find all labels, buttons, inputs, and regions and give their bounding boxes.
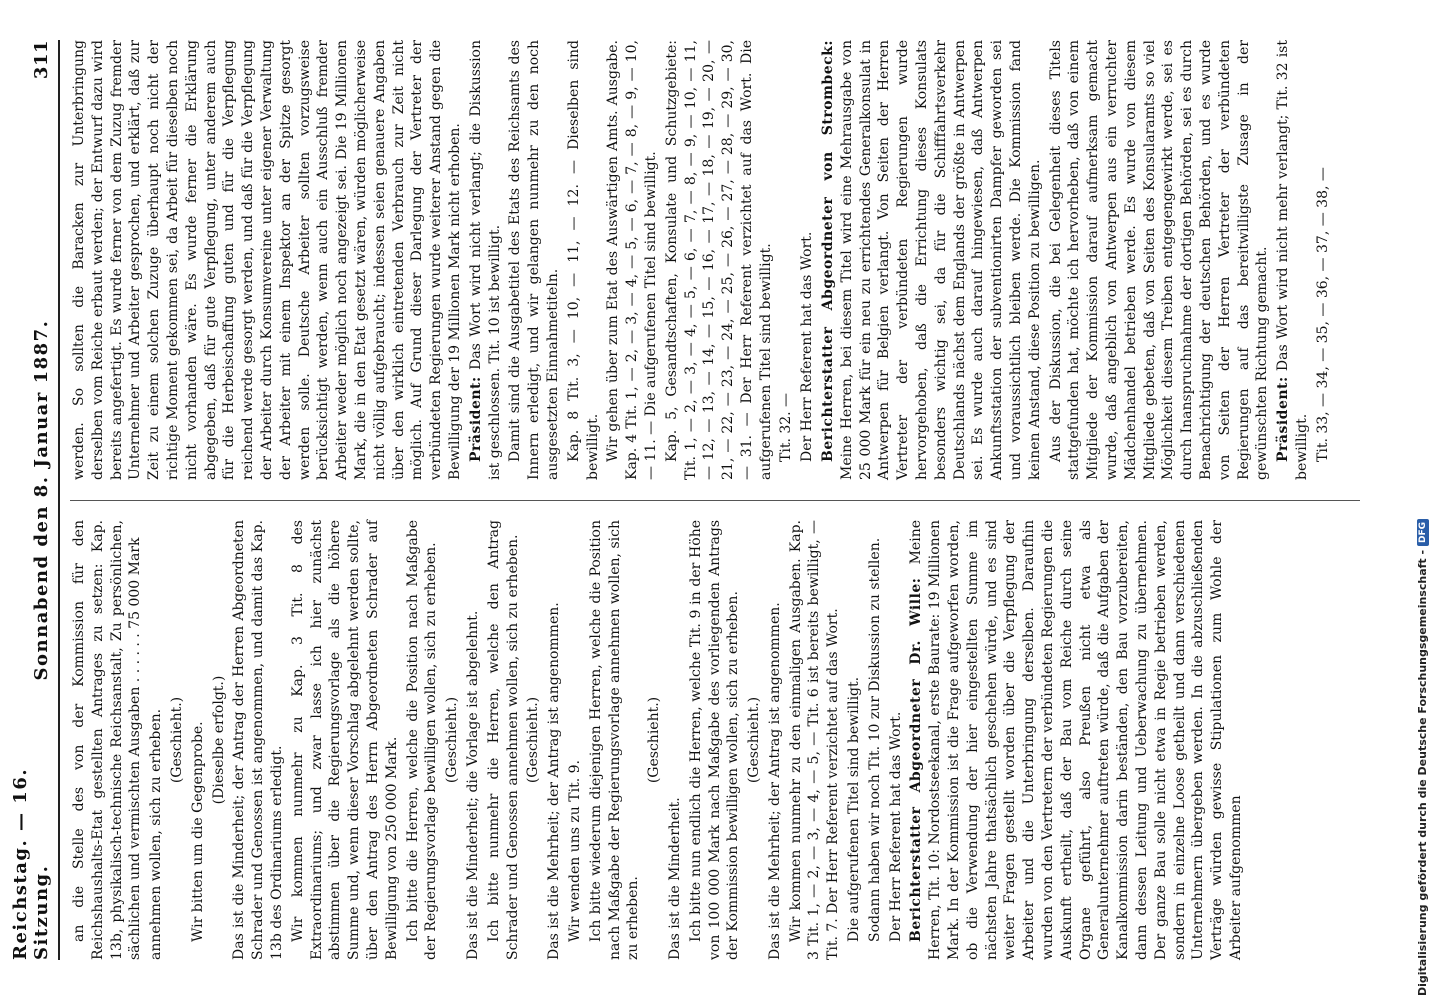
head-session: Reichstag. — 16. Sitzung. [10, 767, 52, 960]
dfg-logo: DFG [1417, 519, 1429, 546]
paragraph: Ich bitte nunmehr die Herren, welche den Antrag Schrader und Genossen annehmen wollen, sich zu erheben. [485, 520, 521, 960]
paragraph: Präsident: Das Wort wird nicht mehr verlangt; Tit. 32 ist bewilligt. [1275, 40, 1310, 480]
paragraph: (Geschieht.) [525, 696, 542, 784]
column-divider [70, 500, 1360, 501]
paragraph: Wir gehen über zum Etat des Auswärtigen Amts. Ausgabe. Kap. 4 Tit. 1, — 2, — 3, — 4, — 5, — 6, — 7, — 8, — 9, — 10, — 11. — Die aufgerufenen Titel sind bewilligt. [605, 40, 659, 480]
paragraph: Der Herr Referent hat das Wort. [887, 711, 904, 942]
paragraph: Das ist die Minderheit. [666, 797, 683, 960]
head-date: Sonnabend den 8. Januar 1887. [31, 319, 52, 681]
paragraph: annehmen wollen, sich zu erheben. [148, 708, 165, 960]
digitization-note [1416, 519, 1429, 996]
paragraph: Die aufgerufenen Titel sind bewilligt. [846, 676, 863, 942]
page-number: 311 [31, 40, 52, 80]
right-column [70, 40, 1335, 480]
paragraph: Das ist die Mehrheit; der Antrag ist angenommen. [546, 602, 563, 960]
paragraph: Das ist die Mehrheit; der Antrag ist angenommen. [766, 602, 783, 960]
paragraph: Wir kommen nunmehr zu den einmaligen Ausgaben. Kap. 3 Tit. 1, — 2, — 3, — 4, — 5, — Tit. 6 ist bereits bewilligt, — Tit. 7. Der Herr Referent verzichtet auf das Wort. [787, 520, 842, 960]
speaker-name: Berichterstatter Abgeordneter von Strombeck: [820, 40, 837, 462]
paragraph: Wir bitten um die Gegenprobe. [189, 721, 206, 942]
paragraph: Berichterstatter Abgeordneter Dr. Wille: Meine Herren, Tit. 10: Nordostseekanal, erste Baurate: 19 Millionen Mark. In der Kommission ist die Frage aufgeworfen worden, ob die Verwendung der hier eingestellten Summe im nächsten Jahre thatsächlich geschehen würde, und es sind weiter Fragen gestellt worden über die Verpflegung der Arbeiter und die Unterbringung derselben. Daraufhin wurden von den Vertretern der verbündeten Regierungen die Auskunft ertheilt, daß der Bau vom Reiche durch seine Organe geführt, also Preußen nicht etwa als Generalunternehmer auftreten würde, daß die Aufgaben der Kanalkommission darin beständen, den Bau vorzubereiten, dann dessen Leitung und Ueberwachung zu übernehmen. Der ganze Bau solle nicht etwa in Regie betrieben werden, sondern in einzelne Loose getheilt und dann verschiedenen Unternehmern übergeben werden. In die abzuschließenden Verträge würden gewisse Stipulationen zum Wohle der Arbeiter aufgenommen [908, 520, 1245, 960]
running-head [10, 40, 52, 960]
paragraph: Tit. 33, — 34, — 35, — 36, — 37, — 38, — [1314, 167, 1331, 462]
paragraph: Ich bitte wiederum diejenigen Herren, welche die Position nach Maßgabe der Regierungsvorlage annehmen wollen, sich zu erheben. [587, 520, 642, 960]
paragraph: (Geschieht.) [746, 696, 763, 784]
paragraph: werden. So sollten die Baracken zur Unterbringung derselben vom Reiche erbaut werden; der Entwurf dazu wird bereits angefertigt. Es wurde ferner von dem Zuzug fremder Unternehmer und Arbeiter gesprochen, und erklärt, daß zur Zeit zu einem solchen Zuzuge überhaupt noch nicht der richtige Moment gekommen sei, da Arbeit für dieselben noch nicht vorhanden wäre. Es wurde ferner die Erklärung abgegeben, daß für gute Verpflegung, unter anderem auch für die Herbeischaffung guten und für die Verpflegung reichend werde gesorgt werden, und daß für die Verpflegung der Arbeiter durch Konsumvereine unter eigener Verwaltung der Arbeiter mit einem Inspektor an der Spitze gesorgt werden solle. Deutsche Arbeiter sollten vorzugsweise berücksichtigt werden, wenn auch ein Ausschluß fremder Arbeiter weder möglich noch angezeigt sei. Die 19 Millionen Mark, die in den Etat gesetzt wären, würden möglicherweise nicht völlig aufgebraucht; indessen seien genauere Angaben über den wirklich eintretenden Verbrauch zur Zeit nicht möglich. Auf Grund dieser Darlegung der Vertreter der verbündeten Regierungen wurde weiterer Anstand gegen die Bewilligung der 19 Millionen Mark nicht erhoben. [71, 40, 463, 480]
speaker-name: Präsident: [1275, 376, 1292, 462]
paragraph: Berichterstatter Abgeordneter von Strombeck: Meine Herren, bei diesem Titel wird eine Mehrausgabe von 25 000 Mark für ein neu zu errichtendes Generalkonsulat in Antwerpen für Belgien verlangt. Von Seiten der Herren Vertreter der verbündeten Regierungen wurde hervorgehoben, daß die Errichtung dieses Konsulats besonders wichtig sei, da für die Schifffahrtsverkehr Deutschlands nächst dem Englands der größte in Antwerpen sei. Es wurde auch darauf hingewiesen, daß Antwerpen Ankunftsstation der subventionirten Dampfer geworden sei und voraussichtlich bleiben werde. Die Kommission fand keinen Anstand, diese Position zu bewilligen. [820, 40, 1043, 480]
speaker-name: Berichterstatter Abgeordneter Dr. Wille: [908, 577, 925, 942]
paragraph: Präsident: Das Wort wird nicht verlangt; die Diskussion ist geschlossen. Tit. 10 ist bewilligt. [467, 40, 503, 480]
header-rule [58, 40, 60, 960]
paragraph: Das ist die Minderheit; der Antrag der Herren Abgeordneten Schrader und Genossen ist angenommen, und damit das Kap. 13b des Ordinariums erledigt. [231, 520, 285, 960]
paragraph: (Geschieht.) [646, 696, 663, 784]
paragraph: Aus der Diskussion, die bei Gelegenheit dieses Titels stattgefunden hat, möchte ich hervorheben, daß von einem Mitgliede der Kommission darauf aufmerksam gemacht wurde, daß angeblich von Antwerpen aus ein verruchter Mädchenhandel betrieben werde. Es wurde von diesem Mitgliede gebeten, daß von Seiten des Konsularamts so viel Möglichkeit diesem Treiben entgegengewirkt werde, sei es durch Inanspruchnahme der dortigen Behörden, sei es durch Benachrichtigung der deutschen Behörden, und es wurde von Seiten der Herren Vertreter der verbündeten Regierungen auf das bereitwilligste Zusage in der gewünschten Richtung gemacht. [1047, 40, 1271, 480]
paragraph: Ich bitte die Herren, welche die Position nach Maßgabe der Regierungsvorlage bewilligen wollen, sich zu erheben. [404, 520, 440, 960]
paragraph: Tit. 32. — [778, 392, 795, 462]
paragraph: (Geschieht.) [168, 696, 185, 784]
digitization-note-text: Digitalisierung gefördert durch die Deutsche Forschungsgemeinschaft - [1416, 549, 1429, 996]
paragraph: (Geschieht.) [444, 696, 461, 784]
paragraph: Wir wenden uns zu Tit. 9. [566, 760, 583, 942]
paragraph: Ich bitte nun endlich die Herren, welche Tit. 9 in der Höhe von 100 000 Mark nach Maßgabe des vorliegenden Antrags der Kommission bewilligen wollen, sich zu erheben. [687, 520, 742, 960]
paragraph: Kap. 5, Gesandtschaften, Konsulate und Schutzgebiete: Tit. 1, — 2, — 3, — 4, — 5, — 6, — 7, — 8, — 9, — 10, — 11, — 12, — 13, — 14, — 15, — 16, — 17, — 18, — 19, — 20, — 21, — 22, — 23, — 24, — 25, — 26, — 27, — 28, — 29, — 30, — 31. — Der Herr Referent verzichtet auf das Wort. Die aufgerufenen Titel sind bewilligt. [663, 40, 774, 480]
paragraph: (Dieselbe erfolgt.) [210, 675, 227, 805]
paragraph: Damit sind die Ausgabetitel des Etats des Reichsamts des Innern erledigt, und wir gelangen nunmehr zu den noch ausgesetzten Einnahmetiteln. [507, 40, 561, 480]
paragraph: Wir kommen nunmehr zu Kap. 3 Tit. 8 des Extraordinariums; und zwar lasse ich hier zunächst abstimmen über die Regierungsvorlage als die höhere Summe und, wenn dieser Vorschlag abgelehnt werden sollte, über den Antrag des Herrn Abgeordneten Schrader auf Bewilligung von 250 000 Mark. [289, 520, 400, 960]
paragraph: Kap. 8 Tit. 3, — 10, — 11, — 12. — Dieselben sind bewilligt. [565, 40, 601, 480]
paragraph: Sodann haben wir noch Tit. 10 zur Diskussion zu stellen. [866, 537, 883, 942]
paragraph: Das ist die Minderheit; die Vorlage ist abgelehnt. [464, 610, 481, 960]
paragraph: an die Stelle des von der Kommission für den Reichshaushalts-Etat gestellten Antrages zu setzen: Kap. 13b, physikalisch-technische Reichsanstalt, Zu persönlichen, sächlichen und vermischten Ausgaben . . . . . . 75 000 Mark [71, 520, 144, 960]
left-column [70, 520, 1248, 960]
paragraph: Der Herr Referent hat das Wort. [799, 231, 816, 462]
speaker-name: Präsident: [467, 376, 484, 462]
